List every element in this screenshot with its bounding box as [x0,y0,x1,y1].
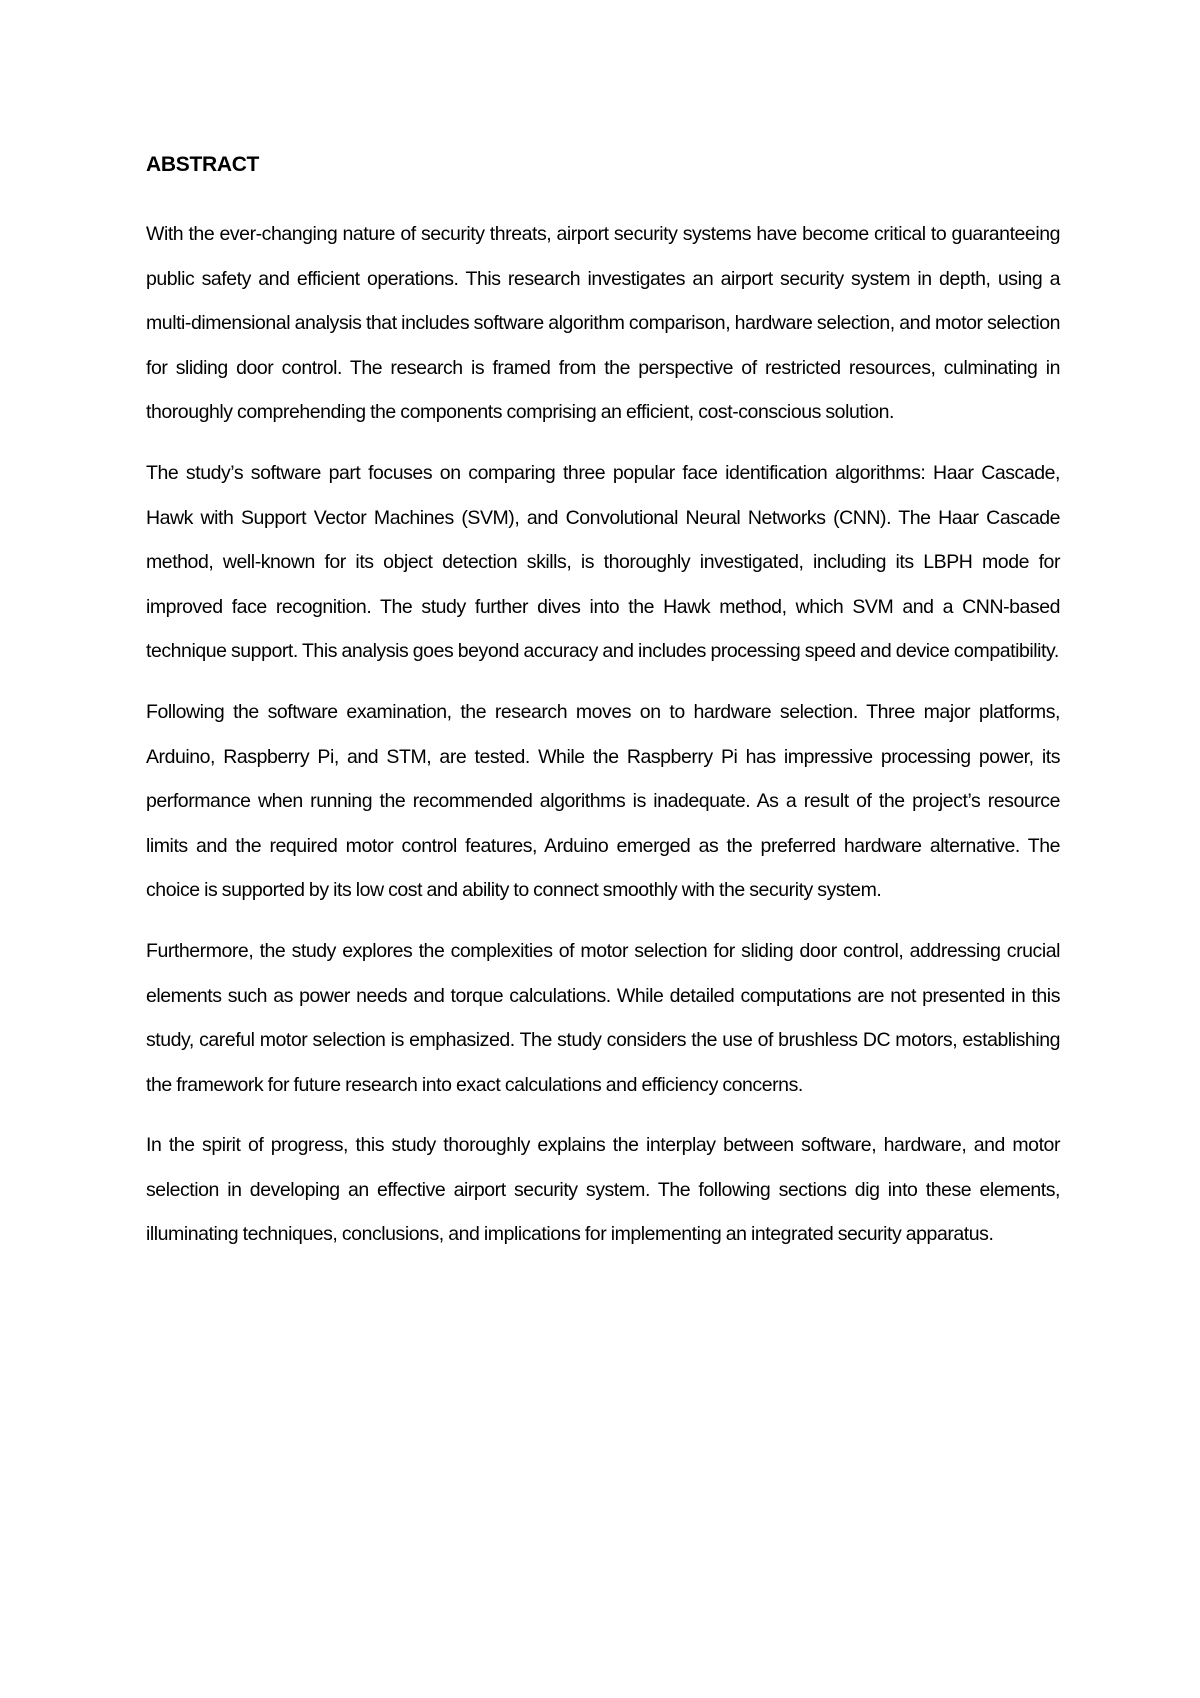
paragraph-intro: With the ever-changing nature of security threats, airport security systems have become critical to guaranteeing public safety and efficient operations. This research investigates an airport security system in depth, using a multi-dimensional analysis that includes software algorithm comparison, hardware selection, and motor selection for sliding door control. The research is framed from the perspective of restricted resources, culminating in thoroughly comprehending the components comprising an efficient, cost-conscious solution. [146,223,1060,424]
paragraph-software: The study’s software part focuses on comparing three popular face identification algorithms: Haar Cascade, Hawk with Support Vector Machines (SVM), and Convolutional Neural Networks (CNN). The Haar Cascade method, well-known for its object detection skills, is thoroughly investigated, including its LBPH mode for improved face recognition. The study further dives into the Hawk method, which SVM and a CNN-based technique support. This analysis goes beyond accuracy and includes processing speed and device compatibility. [146,461,1060,663]
paragraph-motor: Furthermore, the study explores the complexities of motor selection for sliding door control, addressing crucial elements such as power needs and torque calculations. While detailed computations are not presented in this study, careful motor selection is emphasized. The study considers the use of brushless DC motors, establishing the framework for future research into exact calculations and efficiency concerns. [146,939,1060,1096]
paragraph-conclusion: In the spirit of progress, this study thoroughly explains the interplay between software, hardware, and motor selection in developing an effective airport security system. The following sections dig into these elements, illuminating techniques, conclusions, and implications for implementing an integrated security apparatus. [146,1134,1060,1246]
abstract-section [146,145,1060,1273]
abstract-heading: ABSTRACT [146,153,260,176]
paragraph-hardware: Following the software examination, the research moves on to hardware selection. Three major platforms, Arduino, Raspberry Pi, and STM, are tested. While the Raspberry Pi has impressive processing power, its performance when running the recommended algorithms is inadequate. As a result of the project’s resource limits and the required motor control features, Arduino emerged as the preferred hardware alternative. The choice is supported by its low cost and ability to connect smoothly with the security system. [146,700,1060,902]
